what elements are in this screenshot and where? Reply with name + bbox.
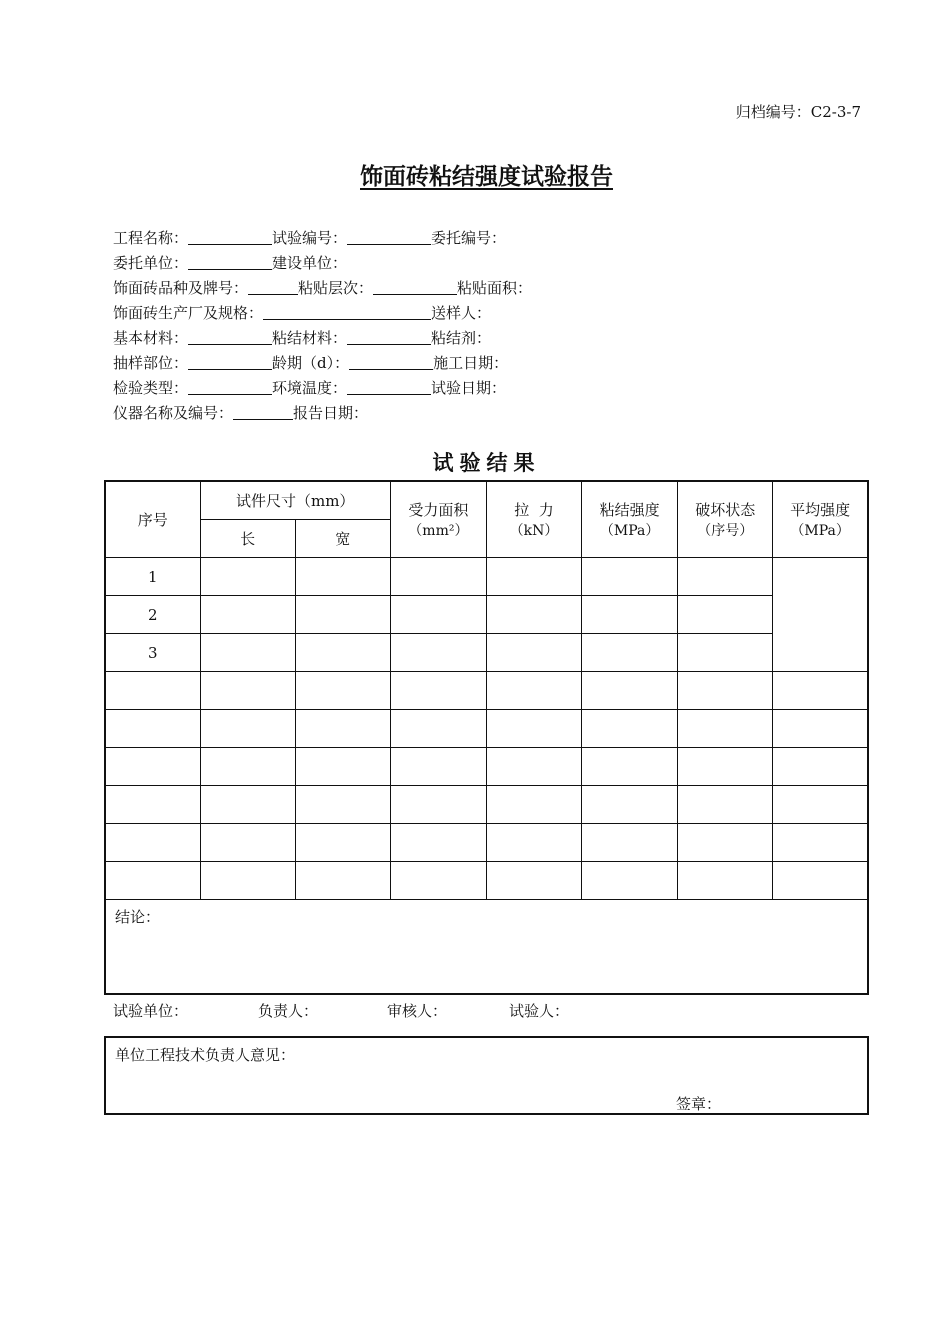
cell-len[interactable] [200,596,295,634]
cell-avg[interactable] [773,862,868,900]
row-seq: 1 [105,558,200,596]
col-failure-title: 破坏状态 [695,501,756,519]
test-no-blank[interactable] [347,228,431,245]
bond-agent-label: 粘结剂： [431,329,492,347]
archive-number: 归档编号：C2-3-7 [735,103,861,121]
cell-area[interactable] [390,786,486,824]
cell-len[interactable] [200,748,295,786]
table-row [105,786,868,824]
table-row [105,596,868,634]
opinion-label: 单位工程技术负责人意见： [115,1046,296,1064]
row-seq[interactable] [105,786,200,824]
page-title: 饰面砖粘结强度试验报告 [360,164,613,190]
col-area-unit: （mm²） [408,523,469,539]
col-failure-header [678,481,773,558]
cell-force[interactable] [486,748,581,786]
cell-wid[interactable] [295,862,390,900]
col-force-header [486,481,581,558]
test-date-label: 试验日期： [431,379,507,397]
cell-area[interactable] [390,596,486,634]
cell-failure[interactable] [678,558,773,596]
table-row [105,824,868,862]
cell-avg[interactable] [773,824,868,862]
cell-failure[interactable] [678,710,773,748]
bond-material-blank[interactable] [347,328,431,345]
cell-force[interactable] [486,596,581,634]
commission-no-label: 委托编号： [431,229,507,247]
sampling-site-blank[interactable] [188,353,272,370]
cell-len[interactable] [200,786,295,824]
cell-strength[interactable] [582,634,678,672]
manufacturer-label: 饰面砖生产厂及规格： [113,304,264,322]
cell-area[interactable] [390,824,486,862]
responsible-label: 负责人： [258,1002,319,1020]
cell-len[interactable] [200,634,295,672]
table-row [105,558,868,596]
table-row [105,862,868,900]
cell-avg-merged[interactable] [773,558,868,672]
tile-type-blank[interactable] [248,278,298,295]
project-name-blank[interactable] [188,228,272,245]
cell-failure[interactable] [678,862,773,900]
instrument-label: 仪器名称及编号： [113,404,234,422]
base-material-blank[interactable] [188,328,272,345]
project-name-label: 工程名称： [113,229,189,247]
seal-label: 签章： [676,1095,722,1113]
reviewer-label: 审核人： [387,1002,448,1020]
opinion-box[interactable] [104,1036,869,1115]
col-area-title: 受力面积 [408,501,469,519]
table-row [105,748,868,786]
sender-label: 送样人： [431,304,492,322]
inspection-type-blank[interactable] [188,378,272,395]
cell-force[interactable] [486,558,581,596]
construction-date-label: 施工日期： [433,354,509,372]
manufacturer-blank[interactable] [263,303,431,320]
row-seq[interactable] [105,710,200,748]
ambient-temp-blank[interactable] [347,378,431,395]
cell-area[interactable] [390,634,486,672]
field-row-4 [113,301,532,326]
conclusion-label: 结论： [115,908,161,926]
client-blank[interactable] [188,253,272,270]
age-label: 龄期（d）： [272,354,350,372]
col-strength-unit: （MPa） [599,523,660,539]
age-blank[interactable] [349,353,433,370]
info-fields [113,226,532,426]
cell-len[interactable] [200,672,295,710]
field-row-3 [113,276,532,301]
col-wid-header: 宽 [295,520,390,558]
base-material-label: 基本材料： [113,329,189,347]
builder-label: 建设单位： [272,254,348,272]
test-unit-label: 试验单位： [113,1002,189,1020]
header-row-1 [105,481,868,520]
cell-strength[interactable] [582,862,678,900]
tester-label: 试验人： [509,1002,570,1020]
cell-wid[interactable] [295,786,390,824]
cell-wid[interactable] [295,634,390,672]
report-date-label: 报告日期： [293,404,369,422]
cell-failure[interactable] [678,596,773,634]
cell-failure[interactable] [678,748,773,786]
section-title: 试验结果 [432,451,541,475]
cell-wid[interactable] [295,596,390,634]
cell-failure[interactable] [678,786,773,824]
cell-strength[interactable] [582,786,678,824]
row-seq[interactable] [105,748,200,786]
test-no-label: 试验编号： [272,229,348,247]
cell-len[interactable] [200,824,295,862]
cell-force[interactable] [486,786,581,824]
cell-force[interactable] [486,672,581,710]
cell-failure[interactable] [678,824,773,862]
col-force-title: 拉 力 [514,501,554,519]
cell-strength[interactable] [582,710,678,748]
col-len-header: 长 [200,520,295,558]
row-seq: 2 [105,596,200,634]
field-row-8 [113,401,532,426]
cell-strength[interactable] [582,824,678,862]
client-label: 委托单位： [113,254,189,272]
ambient-temp-label: 环境温度： [272,379,348,397]
cell-force[interactable] [486,824,581,862]
paste-area-label: 粘贴面积： [457,279,533,297]
results-table [104,480,869,995]
cell-area[interactable] [390,748,486,786]
sampling-site-label: 抽样部位： [113,354,189,372]
cell-avg[interactable] [773,710,868,748]
cell-failure[interactable] [678,634,773,672]
col-avg-title: 平均强度 [790,501,851,519]
col-seq-header: 序号 [105,481,200,558]
cell-area[interactable] [390,862,486,900]
paste-layers-label: 粘贴层次： [298,279,374,297]
field-row-1 [113,226,532,251]
col-force-unit: （kN） [509,523,559,539]
cell-avg[interactable] [773,748,868,786]
cell-area[interactable] [390,672,486,710]
cell-avg[interactable] [773,672,868,710]
cell-failure[interactable] [678,672,773,710]
col-size-header: 试件尺寸（mm） [200,481,390,520]
row-seq: 3 [105,634,200,672]
cell-strength[interactable] [582,596,678,634]
cell-avg[interactable] [773,786,868,824]
row-seq[interactable] [105,862,200,900]
cell-len[interactable] [200,862,295,900]
conclusion-row [105,900,868,995]
cell-force[interactable] [486,710,581,748]
row-seq[interactable] [105,672,200,710]
col-strength-header [582,481,678,558]
tile-type-label: 饰面砖品种及牌号： [113,279,249,297]
col-area-header [390,481,486,558]
col-avg-unit: （MPa） [790,523,850,539]
cell-wid[interactable] [295,558,390,596]
cell-len[interactable] [200,710,295,748]
conclusion-cell[interactable] [105,900,868,995]
field-row-6 [113,351,532,376]
cell-strength[interactable] [582,558,678,596]
col-failure-unit: （序号） [697,523,754,539]
cell-area[interactable] [390,710,486,748]
cell-force[interactable] [486,862,581,900]
cell-wid[interactable] [295,672,390,710]
cell-area[interactable] [390,558,486,596]
cell-wid[interactable] [295,710,390,748]
table-row [105,634,868,672]
table-row [105,710,868,748]
col-avg-header [773,481,868,558]
inspection-type-label: 检验类型： [113,379,189,397]
col-strength-title: 粘结强度 [599,501,660,519]
cell-strength[interactable] [582,748,678,786]
cell-wid[interactable] [295,824,390,862]
field-row-7 [113,376,532,401]
paste-layers-blank[interactable] [373,278,457,295]
table-row [105,672,868,710]
bond-material-label: 粘结材料： [272,329,348,347]
cell-wid[interactable] [295,748,390,786]
field-row-2 [113,251,532,276]
row-seq[interactable] [105,824,200,862]
cell-strength[interactable] [582,672,678,710]
cell-force[interactable] [486,634,581,672]
field-row-5 [113,326,532,351]
instrument-blank[interactable] [233,403,293,420]
cell-len[interactable] [200,558,295,596]
